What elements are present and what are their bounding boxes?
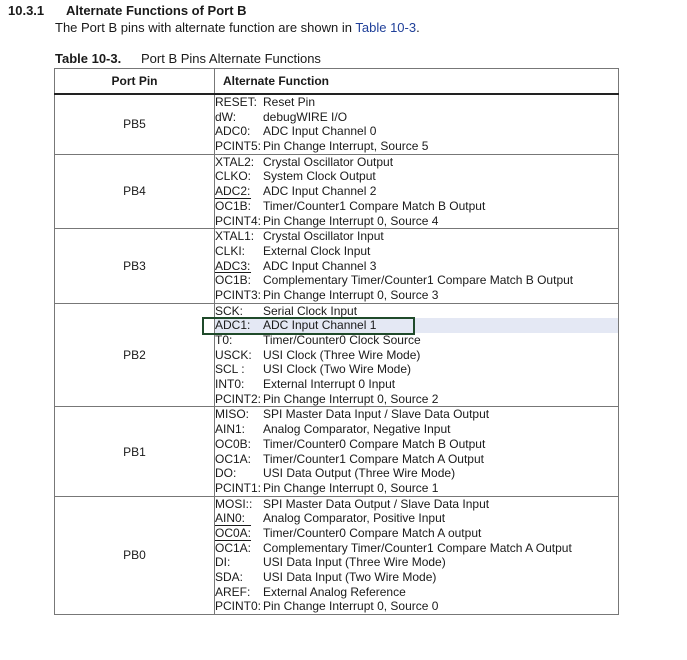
function-line <box>215 155 618 170</box>
section-number: 10.3.1 <box>8 3 45 18</box>
signal-description: SPI Master Data Output / Slave Data Input <box>263 496 490 511</box>
signal-description: Serial Clock Input <box>263 303 358 318</box>
port-pin-cell: PB1 <box>55 407 215 496</box>
signal-name: PCINT0: <box>215 599 262 614</box>
function-line <box>215 95 618 110</box>
signal-name: PCINT1: <box>215 480 262 495</box>
signal-name: ADC2: <box>215 184 251 199</box>
function-line-highlighted <box>215 318 618 333</box>
table-header-row <box>55 69 619 95</box>
signal-description: Timer/Counter0 Compare Match B Output <box>263 436 486 451</box>
port-pin-cell: PB5 <box>55 94 215 154</box>
function-line <box>215 585 618 600</box>
signal-name: ADC0: <box>215 124 251 139</box>
function-line <box>215 422 618 437</box>
signal-name: PCINT2: <box>215 391 262 406</box>
signal-description: Reset Pin <box>263 95 316 109</box>
signal-description: Crystal Oscillator Output <box>263 154 394 169</box>
table-row <box>55 496 619 615</box>
alternate-function-cell <box>215 407 619 496</box>
signal-name: CLKI: <box>215 243 246 258</box>
signal-description: ADC Input Channel 0 <box>263 124 377 139</box>
signal-name: T0: <box>215 333 233 347</box>
signal-name: AIN1: <box>215 422 246 437</box>
function-line <box>215 570 618 585</box>
signal-description: Pin Change Interrupt 0, Source 1 <box>263 480 439 495</box>
function-line <box>215 511 618 526</box>
function-line <box>215 259 618 274</box>
signal-name: MOSI:: <box>215 496 253 511</box>
signal-description: ADC Input Channel 2 <box>263 184 377 199</box>
function-line <box>215 169 618 184</box>
signal-name: USCK: <box>215 347 252 362</box>
function-line <box>215 362 618 377</box>
intro-text: The Port B pins with alternate function are shown in <box>55 20 356 35</box>
signal-description: debugWIRE I/O <box>263 109 348 124</box>
signal-description: ADC Input Channel 3 <box>263 258 377 273</box>
section-heading <box>8 3 247 18</box>
signal-description: Pin Change Interrupt 0, Source 4 <box>263 213 439 228</box>
function-line <box>215 199 618 214</box>
function-line <box>215 244 618 259</box>
port-pin-cell: PB4 <box>55 154 215 228</box>
signal-name: PCINT3: <box>215 287 262 302</box>
signal-name: ADC1: <box>215 318 251 333</box>
function-line <box>215 466 618 481</box>
table-caption-id: Table 10-3. <box>55 51 122 66</box>
function-line <box>215 497 618 512</box>
section-title: Alternate Functions of Port B <box>66 3 247 18</box>
signal-name: CLKO: <box>215 169 252 184</box>
signal-name: DI: <box>215 555 231 570</box>
signal-description: USI Clock (Two Wire Mode) <box>263 362 412 377</box>
signal-name: PCINT5: <box>215 139 262 154</box>
alternate-function-cell <box>215 496 619 615</box>
signal-name: dW: <box>215 109 237 124</box>
table-row <box>55 229 619 303</box>
signal-description: Timer/Counter1 Compare Match B Output <box>263 198 486 213</box>
signal-description: Timer/Counter0 Compare Match A output <box>263 525 482 540</box>
signal-description: Timer/Counter0 Clock Source <box>263 333 421 347</box>
signal-description: USI Data Input (Two Wire Mode) <box>263 570 437 584</box>
port-pin-cell: PB0 <box>55 496 215 615</box>
function-line <box>215 333 618 348</box>
signal-name: AREF: <box>215 584 251 599</box>
signal-description: Analog Comparator, Negative Input <box>263 422 451 437</box>
signal-description: Pin Change Interrupt, Source 5 <box>263 139 429 154</box>
function-line <box>215 437 618 452</box>
signal-description: Complementary Timer/Counter1 Compare Match A Output <box>263 540 572 555</box>
signal-description: USI Clock (Three Wire Mode) <box>263 347 421 362</box>
signal-description: Crystal Oscillator Input <box>263 229 384 244</box>
function-line <box>215 273 618 288</box>
function-line <box>215 124 618 139</box>
function-line <box>215 452 618 467</box>
signal-name: INT0: <box>215 377 245 392</box>
port-pin-cell: PB2 <box>55 303 215 407</box>
signal-description: Pin Change Interrupt 0, Source 2 <box>263 391 439 406</box>
function-line <box>215 392 618 407</box>
signal-name: DO: <box>215 466 237 481</box>
signal-name: OC0B: <box>215 436 252 451</box>
function-line <box>215 139 618 154</box>
function-line <box>215 599 618 614</box>
header-alternate-function: Alternate Function <box>215 69 619 95</box>
signal-name: OC0A: <box>215 525 252 540</box>
signal-description: Pin Change Interrupt 0, Source 3 <box>263 287 439 302</box>
port-pin-cell: PB3 <box>55 229 215 303</box>
signal-name: XTAL1: <box>215 229 255 244</box>
signal-name: ADC3: <box>215 258 251 273</box>
signal-name: OC1B: <box>215 198 252 213</box>
function-line <box>215 214 618 229</box>
signal-name: SCK: <box>215 303 244 318</box>
table-row <box>55 154 619 228</box>
function-line <box>215 288 618 303</box>
function-line <box>215 184 618 199</box>
function-line <box>215 541 618 556</box>
table-reference-link[interactable]: Table 10-3 <box>355 20 417 35</box>
signal-description: System Clock Output <box>263 169 376 184</box>
table-row <box>55 407 619 496</box>
signal-description: Timer/Counter1 Compare Match A Output <box>263 451 484 466</box>
function-line <box>215 229 618 244</box>
signal-name: PCINT4: <box>215 213 262 228</box>
signal-description: USI Data Input (Three Wire Mode) <box>263 555 446 570</box>
signal-name: SCL : <box>215 362 245 377</box>
signal-name: MISO: <box>215 407 250 422</box>
intro-suffix: . <box>416 20 420 35</box>
signal-description: Complementary Timer/Counter1 Compare Match B Output <box>263 273 574 288</box>
signal-name: OC1B: <box>215 273 252 288</box>
function-line <box>215 304 618 319</box>
function-line <box>215 555 618 570</box>
signal-description: External Clock Input <box>263 243 371 258</box>
signal-name: OC1A: <box>215 540 252 555</box>
function-line <box>215 110 618 125</box>
table-caption <box>55 51 321 66</box>
table-row <box>55 303 619 407</box>
signal-description: Pin Change Interrupt 0, Source 0 <box>263 599 439 614</box>
signal-name: OC1A: <box>215 451 252 466</box>
signal-name: AIN0: <box>215 511 246 526</box>
alternate-function-cell <box>215 303 619 407</box>
signal-description: Analog Comparator, Positive Input <box>263 511 446 526</box>
signal-name: SDA: <box>215 570 244 584</box>
signal-description: SPI Master Data Input / Slave Data Output <box>263 407 490 422</box>
function-line <box>215 526 618 541</box>
table-caption-title: Port B Pins Alternate Functions <box>141 51 321 66</box>
table-row <box>55 94 619 154</box>
signal-description: USI Data Output (Three Wire Mode) <box>263 466 456 481</box>
alternate-function-cell <box>215 229 619 303</box>
signal-description: External Analog Reference <box>263 584 406 599</box>
alternate-function-cell <box>215 154 619 228</box>
function-line <box>215 348 618 363</box>
alternate-function-cell <box>215 94 619 154</box>
signal-name: XTAL2: <box>215 154 255 169</box>
signal-description: ADC Input Channel 1 <box>263 318 377 333</box>
port-b-alternate-functions-table <box>54 68 619 615</box>
function-line <box>215 407 618 422</box>
intro-paragraph <box>55 20 420 35</box>
header-port-pin: Port Pin <box>55 69 215 95</box>
function-line <box>215 377 618 392</box>
function-line <box>215 481 618 496</box>
signal-description: External Interrupt 0 Input <box>263 377 396 392</box>
signal-name: RESET: <box>215 95 258 109</box>
